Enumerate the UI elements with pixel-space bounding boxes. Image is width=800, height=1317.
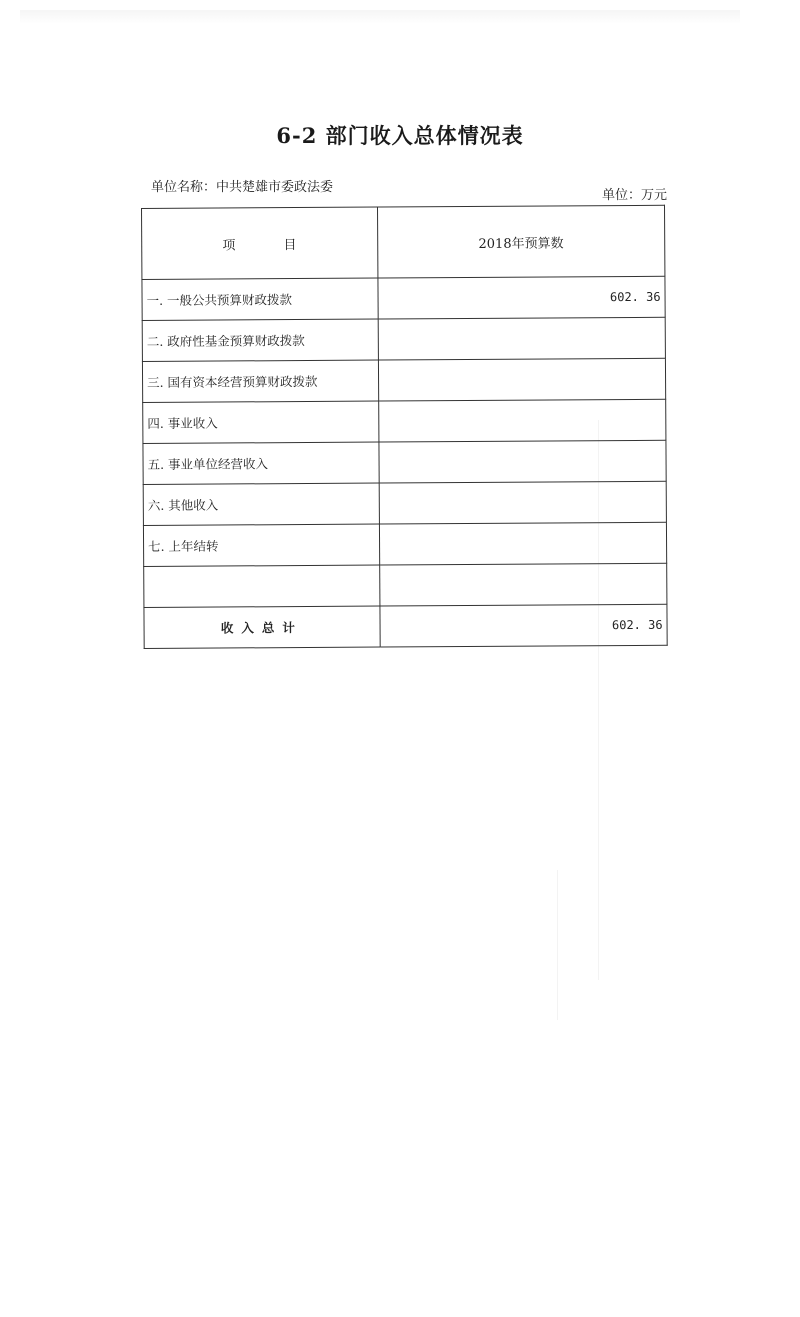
row-item: 四. 事业收入 (143, 401, 379, 443)
row-item: 一. 一般公共预算财政拨款 (142, 278, 378, 320)
row-value (378, 317, 666, 360)
header-item (142, 207, 378, 279)
currency-unit-label: 单位：万元 (602, 188, 668, 203)
row-item (144, 565, 380, 607)
unit-name-label: 单位名称：中共楚雄市委政法委 (151, 180, 334, 195)
row-item: 三. 国有资本经营预算财政拨款 (142, 360, 378, 402)
table-row (142, 317, 665, 361)
total-value: 602. 36 (380, 604, 668, 647)
table-row (143, 522, 666, 566)
row-item: 七. 上年结转 (143, 524, 379, 566)
table-row (142, 358, 665, 402)
table-row (142, 276, 665, 320)
table-row (143, 440, 666, 484)
row-value: 602. 36 (378, 276, 666, 319)
row-value (379, 563, 667, 606)
table-row (143, 481, 666, 525)
row-value (379, 481, 667, 524)
row-item: 五. 事业单位经营收入 (143, 442, 379, 484)
scan-shadow (20, 10, 740, 24)
table-row (143, 399, 666, 443)
row-item: 二. 政府性基金预算财政拨款 (142, 319, 378, 361)
row-value (378, 399, 666, 442)
row-value (378, 358, 666, 401)
header-item-char-2: 目 (283, 237, 297, 253)
row-value (379, 522, 667, 565)
scan-streak (557, 870, 558, 1020)
table-header-row (142, 205, 665, 279)
page-title: 6-2 部门收入总体情况表 (276, 123, 524, 148)
total-label: 收入总计 (144, 606, 380, 648)
header-item-char-1: 项 (222, 237, 236, 254)
table-row (144, 563, 667, 607)
row-value (379, 440, 667, 483)
income-summary-table (141, 205, 668, 649)
row-item: 六. 其他收入 (143, 483, 379, 525)
header-budget-2018: 2018年预算数 (377, 205, 665, 278)
table-total-row (144, 604, 667, 648)
